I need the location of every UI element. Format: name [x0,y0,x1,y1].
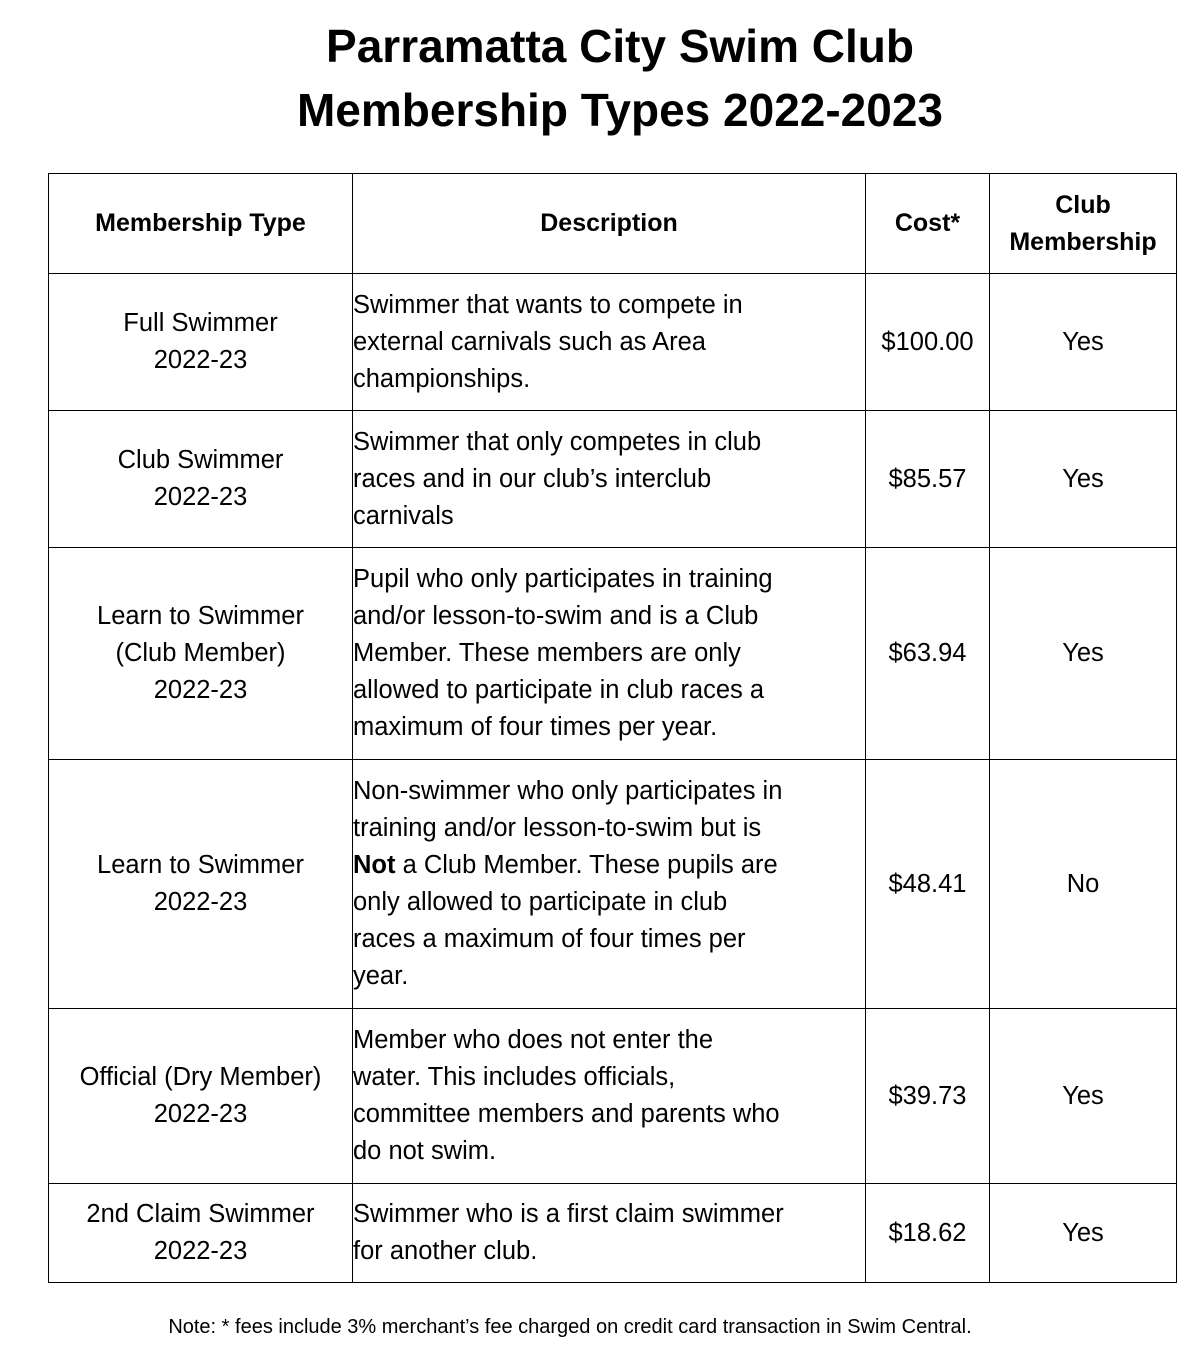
membership-type-name: Full Swimmer [123,309,278,337]
membership-type-name: Learn to Swimmer [97,851,304,879]
description-line: year. [353,962,409,990]
club-membership-cell: Yes [990,274,1177,411]
description-line: training and/or lesson-to-swim but is [353,814,762,842]
membership-type-cell [49,274,353,411]
description-cell [353,274,866,411]
cost-cell: $48.41 [866,760,990,1009]
membership-type-name: Learn to Swimmer [97,602,304,630]
membership-type-cell [49,548,353,760]
description-line: external carnivals such as Area [353,327,706,356]
club-membership-cell: Yes [990,1009,1177,1184]
description-line: races a maximum of four times per [353,925,746,953]
description-line: Member who does not enter the [353,1026,714,1054]
table-row [49,548,1177,760]
club-membership-cell: Yes [990,411,1177,548]
club-membership-cell: No [990,760,1177,1009]
membership-type-season: 2022-23 [153,1100,248,1128]
membership-table [48,173,1177,1283]
description-line: do not swim. [353,1137,497,1165]
club-membership-cell: Yes [990,1184,1177,1283]
description-cell [353,411,866,548]
description-line: water. This includes officials, [353,1063,676,1091]
membership-type-season: 2022-23 [153,346,248,374]
description-line: Swimmer who is a first claim swimmer [353,1200,784,1228]
header-membership-type: Membership Type [49,174,353,274]
cost-cell: $85.57 [866,411,990,548]
emphasis-not: Not [353,851,396,879]
description-line: Pupil who only participates in training [353,565,773,593]
header-club-line-1: Club [1055,190,1111,219]
description-line: races and in our club’s interclub [353,464,712,493]
description-line: allowed to participate in club races a [353,676,765,704]
title-line-membership-types: Membership Types 2022-2023 [296,84,944,136]
description-line-rest: a Club Member. These pupils are [395,851,778,879]
header-club-membership [990,174,1177,274]
description-cell [353,760,866,1009]
cost-cell: $63.94 [866,548,990,760]
cost-cell: $39.73 [866,1009,990,1184]
table-header-row [49,174,1177,274]
description-line: committee members and parents who [353,1100,780,1128]
description-line: and/or lesson-to-swim and is a Club [353,602,759,630]
description-line: Swimmer that only competes in club [353,427,762,456]
description-line: maximum of four times per year. [353,713,718,741]
description-line: carnivals [353,501,454,530]
membership-type-season: 2022-23 [153,483,248,511]
header-cost: Cost* [866,174,990,274]
membership-type-cell [49,1009,353,1184]
table-row [49,274,1177,411]
description-line: Member. These members are only [353,639,741,667]
table-row [49,760,1177,1009]
description-line: championships. [353,364,531,393]
description-line: for another club. [353,1237,538,1265]
description-line: Non-swimmer who only participates in [353,777,783,805]
description-line: only allowed to participate in club [353,888,728,916]
membership-type-cell [49,760,353,1009]
table-row [49,1184,1177,1283]
header-club-line-2: Membership [1009,227,1157,256]
table-row [49,411,1177,548]
description-line: Swimmer that wants to compete in [353,290,743,319]
membership-type-qualifier: (Club Member) [115,639,286,667]
membership-type-cell [49,1184,353,1283]
description-line [353,847,865,884]
cost-cell: $100.00 [866,274,990,411]
membership-type-cell [49,411,353,548]
membership-type-name: Official (Dry Member) [79,1063,322,1091]
description-cell [353,1184,866,1283]
description-cell [353,548,866,760]
membership-type-season: 2022-23 [153,1237,248,1265]
fee-note: Note: * fees include 3% merchant’s fee charged on credit card transaction in Swim Central. [168,1316,972,1338]
membership-type-name: Club Swimmer [117,446,284,474]
membership-type-season: 2022-23 [153,888,248,916]
title-line-club-name: Parramatta City Swim Club [326,20,914,72]
description-cell [353,1009,866,1184]
page-title [0,14,1200,142]
membership-type-season: 2022-23 [153,676,248,704]
table-row [49,1009,1177,1184]
cost-cell: $18.62 [866,1184,990,1283]
club-membership-cell: Yes [990,548,1177,760]
header-description: Description [353,174,866,274]
membership-type-name: 2nd Claim Swimmer [86,1200,315,1228]
